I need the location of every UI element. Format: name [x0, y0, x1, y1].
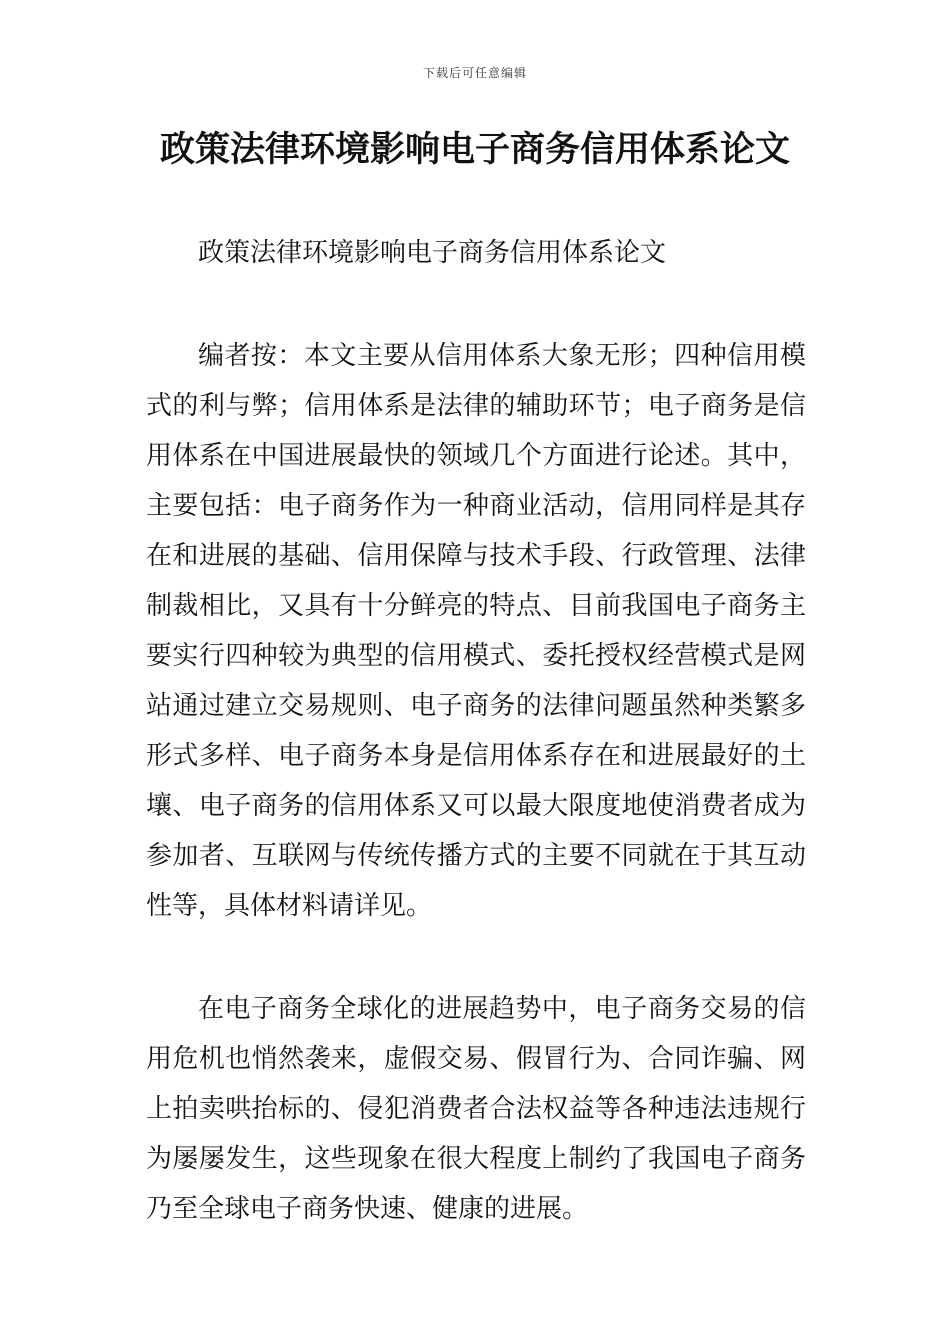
body-paragraph: 在电子商务全球化的进展趋势中，电子商务交易的信用危机也悄然袭来，虚假交易、假冒行为、合同诈骗、网上拍卖哄抬标的、侵犯消费者合法权益等各种违法违规行为屡屡发生，这些现象在很大程度上制约了我国电子商务乃至全球电子商务快速、健康的进展。	[146, 994, 806, 1224]
document-subtitle: 政策法律环境影响电子商务信用体系论文	[198, 238, 667, 268]
header-note: 下载后可任意编辑	[422, 66, 527, 80]
editor-note-paragraph: 编者按：本文主要从信用体系大象无形；四种信用模式的利与弊；信用体系是法律的辅助环节；电子商务是信用体系在中国进展最快的领域几个方面进行论述。其中，主要包括：电子商务作为一种商业活动，信用同样是其存在和进展的基础、信用保障与技术手段、行政管理、法律制裁相比，又具有十分鲜亮的特点、目前我国电子商务主要实行四种较为典型的信用模式、委托授权经营模式是网站通过建立交易规则、电子商务的法律问题虽然种类繁多形式多样、电子商务本身是信用体系存在和进展最好的土壤、电子商务的信用体系又可以最大限度地使消费者成为参加者、互联网与传统传播方式的主要不同就在于其互动性等，具体材料请详见。	[146, 341, 806, 921]
document-body	[146, 228, 806, 1234]
document-title: 政策法律环境影响电子商务信用体系论文	[159, 130, 790, 170]
